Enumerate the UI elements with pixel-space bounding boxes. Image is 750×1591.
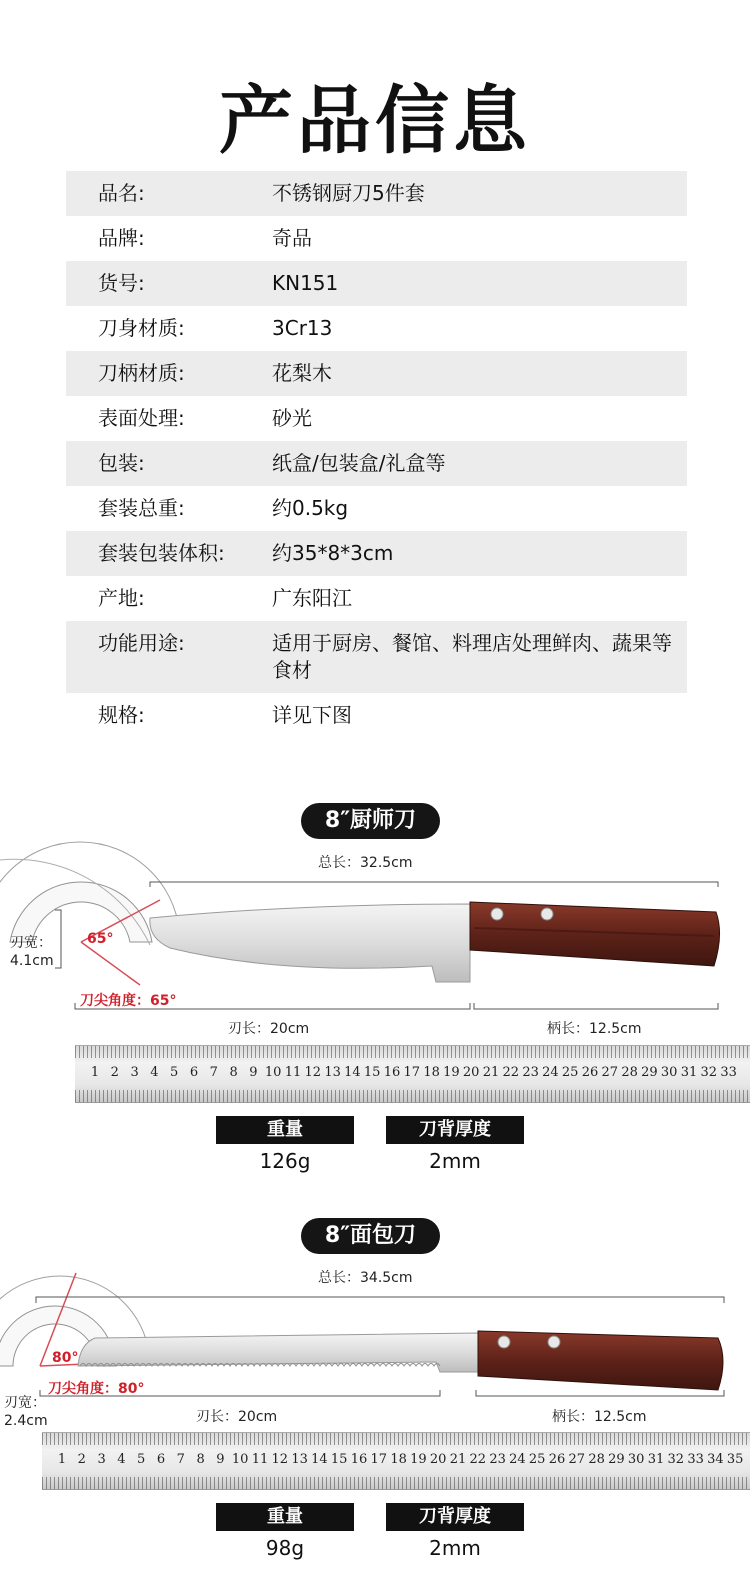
ruler-number: 13 [324,1065,341,1080]
ruler-number: 16 [383,1065,401,1080]
spec-key: 刀柄材质: [98,361,185,385]
ruler-number: 9 [216,1452,225,1467]
ruler-number: 23 [522,1065,539,1080]
knife-1-total-length: 总长：32.5cm [318,855,413,871]
ruler-number: 6 [189,1065,199,1080]
ruler-number: 1 [90,1065,100,1080]
spec-value: 奇品 [272,226,312,250]
ruler-number: 25 [561,1065,579,1080]
spec-key: 品牌: [98,226,145,250]
spec-key: 产地: [98,586,145,610]
ruler-number: 14 [344,1065,361,1080]
knife-2-total-length: 总长：34.5cm [318,1270,413,1286]
spec-value: 砂光 [272,406,312,430]
ruler-number: 13 [291,1452,308,1467]
ruler-number: 29 [608,1452,625,1467]
knife-1-spine-label: 刀背厚度 [386,1116,524,1144]
ruler-number: 3 [97,1452,106,1467]
ruler-number: 24 [542,1065,559,1080]
ruler-number: 11 [284,1065,302,1080]
spec-value: 约0.5kg [272,496,349,520]
spec-value: 适用于厨房、餐馆、料理店处理鲜肉、蔬果等食材 [272,631,672,682]
knife-2-weight-label: 重量 [216,1503,354,1531]
spec-value: 详见下图 [272,703,352,727]
ruler-number: 7 [176,1452,185,1467]
ruler-number: 11 [251,1452,269,1467]
knife-1-weight-label: 重量 [216,1116,354,1144]
knife-1-tip-angle: 刀尖角度：65° [80,993,177,1009]
knife-2-tip-angle: 刀尖角度：80° [48,1381,145,1397]
ruler-number: 19 [443,1065,460,1080]
ruler-number: 5 [170,1065,179,1080]
spec-key: 包装: [98,451,145,475]
ruler-number: 21 [449,1452,467,1467]
knife-1-blade-width: 刃宽： 4.1cm [10,935,54,969]
ruler-number: 17 [370,1452,388,1467]
ruler-number: 4 [150,1065,159,1080]
ruler-number: 14 [311,1452,328,1467]
ruler-number: 29 [641,1065,658,1080]
ruler-number: 7 [209,1065,218,1080]
ruler-number: 21 [482,1065,500,1080]
ruler-1 [75,1045,750,1103]
ruler-number: 12 [304,1065,322,1080]
ruler-number: 6 [156,1452,166,1467]
ruler-number: 26 [548,1452,566,1467]
ruler-number: 25 [528,1452,546,1467]
ruler-number: 10 [231,1452,249,1467]
ruler-number: 22 [469,1452,487,1467]
knife-1-blade-length: 刃长：20cm [228,1021,310,1037]
ruler-number: 12 [271,1452,289,1467]
ruler-number: 24 [509,1452,526,1467]
ruler-number: 33 [687,1452,704,1467]
knife-1-name-pill: 8″厨师刀 [301,803,440,839]
spec-key: 货号: [98,271,145,295]
page-title: 产品信息 [219,78,531,164]
knife-1-spine: 2mm [429,1149,481,1173]
ruler-number: 31 [647,1452,665,1467]
spec-key: 品名: [98,181,145,205]
spec-key: 功能用途: [98,631,185,655]
spec-value: 3Cr13 [272,316,333,340]
ruler-number: 26 [581,1065,599,1080]
spec-key: 套装总重: [98,496,185,520]
ruler-number: 35 [726,1452,744,1467]
ruler-number: 28 [621,1065,638,1080]
ruler-2 [42,1432,750,1490]
knife-2-name-pill: 8″面包刀 [301,1218,440,1254]
ruler-number: 15 [330,1452,348,1467]
knife-2-blade-width: 刃宽： 2.4cm [4,1395,48,1429]
knife-2-handle-length: 柄长：12.5cm [552,1409,647,1425]
knife-1-angle: 65° [87,931,114,947]
ruler-number: 4 [117,1452,126,1467]
knife-2-spine-label: 刀背厚度 [386,1503,524,1531]
ruler-number: 20 [462,1065,480,1080]
knife-1-handle-length: 柄长：12.5cm [547,1021,642,1037]
spec-value: 纸盒/包装盒/礼盒等 [272,451,446,475]
ruler-number: 1 [57,1452,67,1467]
spec-key: 表面处理: [98,406,185,430]
spec-key: 规格: [98,703,145,727]
spec-value: KN151 [272,271,339,295]
spec-key: 套装包装体积: [98,541,225,565]
knife-2-angle: 80° [52,1350,79,1366]
ruler-number: 10 [264,1065,282,1080]
spec-value: 广东阳江 [272,586,352,610]
ruler-number: 32 [700,1065,718,1080]
knife-2-weight: 98g [265,1536,305,1560]
ruler-number: 8 [229,1065,238,1080]
ruler-number: 5 [137,1452,146,1467]
ruler-number: 23 [489,1452,506,1467]
bread-knife-image [78,1331,723,1390]
ruler-number: 19 [410,1452,427,1467]
ruler-number: 2 [110,1065,119,1080]
ruler-number: 17 [403,1065,421,1080]
ruler-number: 3 [130,1065,139,1080]
ruler-number: 9 [249,1065,258,1080]
ruler-number: 20 [429,1452,447,1467]
ruler-number: 2 [77,1452,86,1467]
ruler-number: 30 [627,1452,645,1467]
ruler-number: 34 [707,1452,724,1467]
ruler-number: 33 [720,1065,737,1080]
ruler-number: 27 [601,1065,619,1080]
ruler-number: 30 [660,1065,678,1080]
ruler-number: 31 [680,1065,698,1080]
ruler-number: 18 [390,1452,407,1467]
ruler-number: 16 [350,1452,368,1467]
ruler-number: 32 [667,1452,685,1467]
knife-2-spine: 2mm [429,1536,481,1560]
spec-key: 刀身材质: [98,316,185,340]
knife-2-blade-length: 刃长：20cm [196,1409,278,1425]
ruler-number: 18 [423,1065,440,1080]
ruler-number: 27 [568,1452,586,1467]
spec-value: 约35*8*3cm [272,541,394,565]
ruler-number: 28 [588,1452,605,1467]
ruler-number: 22 [502,1065,520,1080]
knife-1-weight: 126g [259,1149,311,1173]
spec-value: 不锈钢厨刀5件套 [272,181,425,205]
ruler-number: 8 [196,1452,205,1467]
chef-knife-image [150,902,720,982]
ruler-number: 15 [363,1065,381,1080]
spec-value: 花梨木 [272,361,332,385]
